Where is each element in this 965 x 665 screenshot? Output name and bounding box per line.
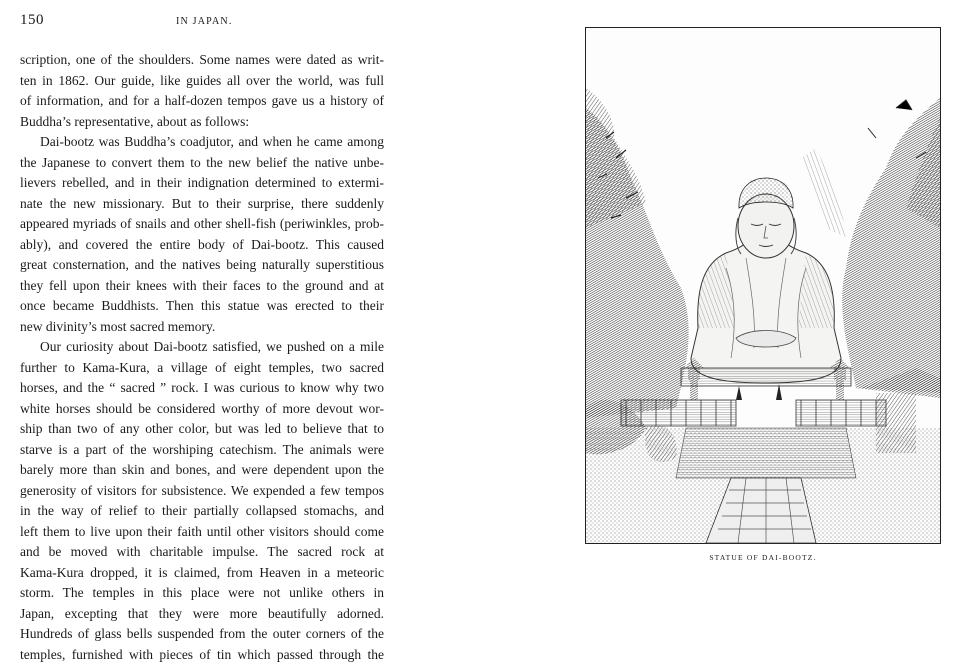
text-line: Kama-Kura dropped, it is claimed, from Heaven in a meteoric bbox=[20, 563, 384, 584]
text-line: new divinity’s most sacred memory. bbox=[20, 317, 384, 338]
text-line: Buddha’s representative, about as follows: bbox=[20, 112, 384, 133]
illustration-caption: STATUE OF DAI-BOOTZ. bbox=[585, 553, 941, 562]
text-line: further to Kama-Kura, a village of eight temples, two sacred bbox=[20, 358, 384, 379]
text-line: they fell upon their knees with their faces to the ground and at bbox=[20, 276, 384, 297]
text-line: generosity of visitors for subsistence. We expended a few tempos bbox=[20, 481, 384, 502]
text-line: horses, and the “ sacred ” rock. I was curious to know why two bbox=[20, 378, 384, 399]
text-line: temples, furnished with pieces of tin which passed through the bbox=[20, 645, 384, 665]
text-line: Hundreds of glass bells suspended from the outer corners of the bbox=[20, 624, 384, 645]
text-line: great consternation, and the natives being naturally superstitious bbox=[20, 255, 384, 276]
text-line: nate the new missionary. But to their surprise, there suddenly bbox=[20, 194, 384, 215]
text-line: appeared myriads of snails and other shell-fish (periwinkles, prob- bbox=[20, 214, 384, 235]
statue-illustration bbox=[585, 27, 941, 544]
running-head: IN JAPAN. bbox=[176, 16, 233, 27]
text-line: Dai-bootz was Buddha’s coadjutor, and when he came among bbox=[20, 132, 384, 153]
text-line: Japan, excepting that they were more beautifully adorned. bbox=[20, 604, 384, 625]
page-number: 150 bbox=[20, 12, 44, 29]
text-line: once became Buddhists. Then this statue was erected to their bbox=[20, 296, 384, 317]
text-line: barely more than skin and bones, and were dependent upon the bbox=[20, 460, 384, 481]
text-line: starve is a part of the worshiping catechism. The animals were bbox=[20, 440, 384, 461]
text-line: ten in 1862. Our guide, like guides all over the world, was full bbox=[20, 71, 384, 92]
daibutsu-statue-icon bbox=[586, 28, 940, 543]
text-line: storm. The temples in this place were not unlike others in bbox=[20, 583, 384, 604]
text-line: in the way of relief to their partially collapsed stomachs, and bbox=[20, 501, 384, 522]
text-line: the Japanese to convert them to the new belief the native unbe- bbox=[20, 153, 384, 174]
text-line: ably), and covered the entire body of Dai-bootz. This caused bbox=[20, 235, 384, 256]
text-line: lievers rebelled, and in their indignation determined to extermi- bbox=[20, 173, 384, 194]
text-line: of information, and for a half-dozen tempos gave us a history of bbox=[20, 91, 384, 112]
text-line: white horses should be considered worthy of more devout wor- bbox=[20, 399, 384, 420]
text-line: left them to live upon their faith until other visitors should come bbox=[20, 522, 384, 543]
text-line: and be moved with charitable impulse. The sacred rock at bbox=[20, 542, 384, 563]
body-text bbox=[20, 50, 384, 590]
text-line: ship than two of any other color, but was led to believe that to bbox=[20, 419, 384, 440]
text-line: scription, one of the shoulders. Some names were dated as writ- bbox=[20, 50, 384, 71]
text-line: Our curiosity about Dai-bootz satisfied, we pushed on a mile bbox=[20, 337, 384, 358]
